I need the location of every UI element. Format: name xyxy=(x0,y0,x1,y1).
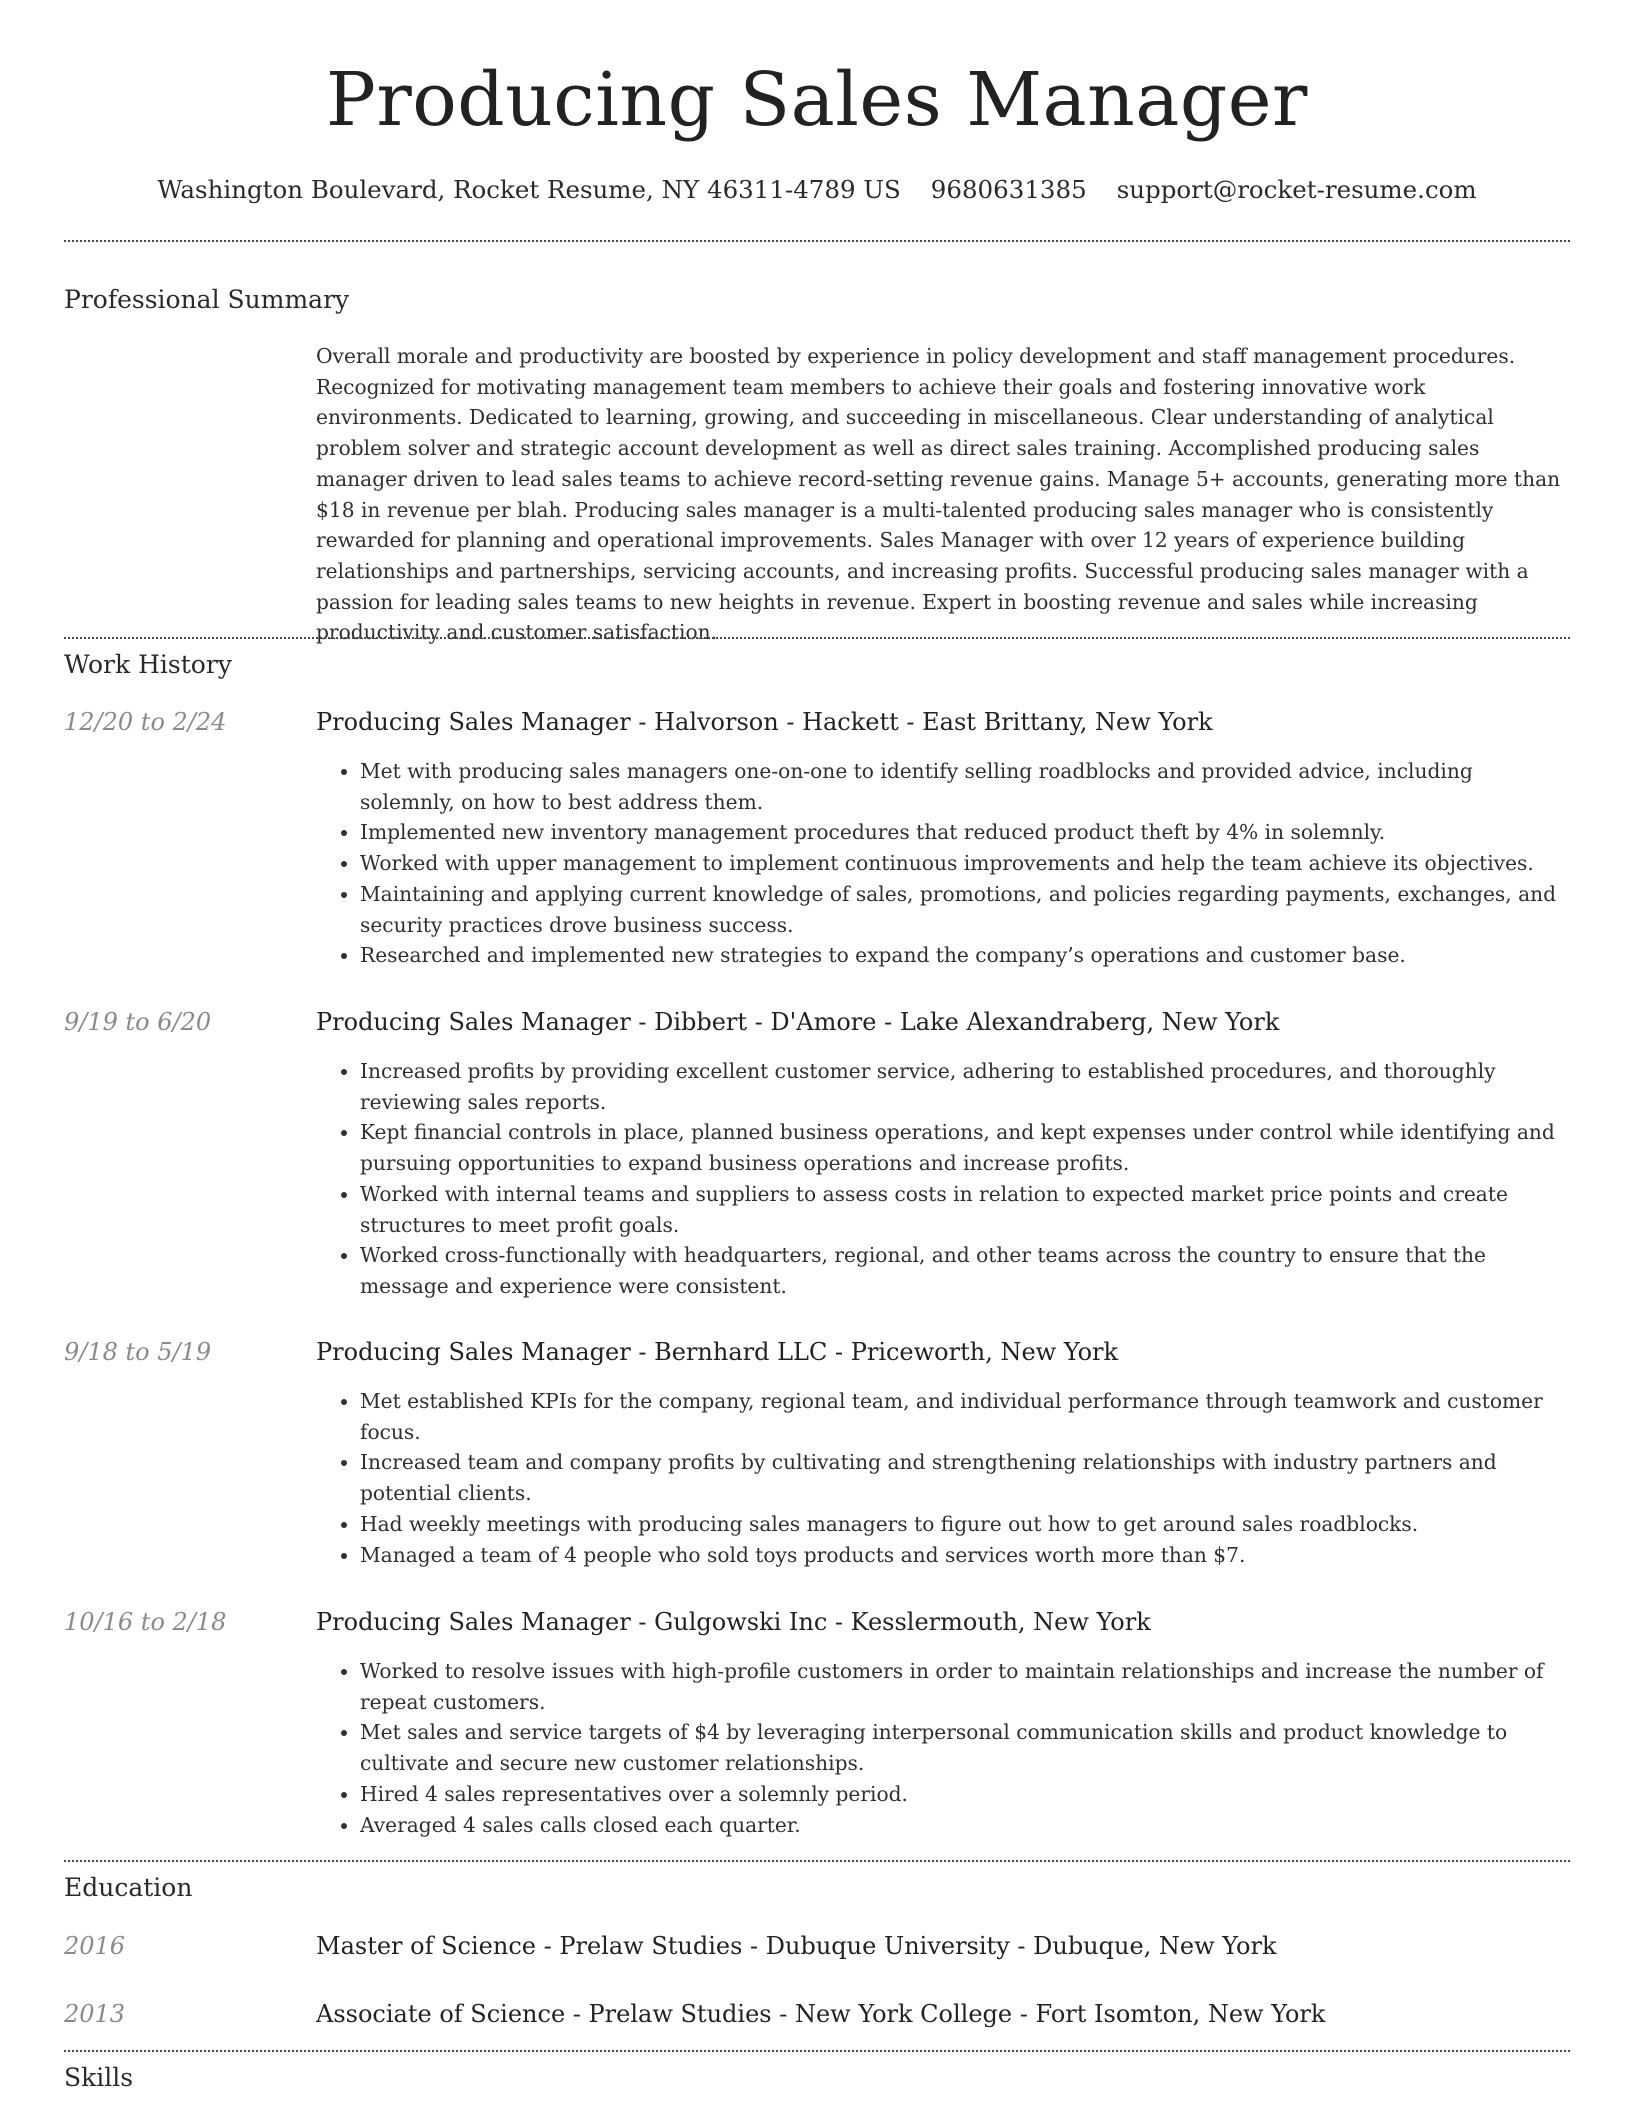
job-bullet: • Increased profits by providing excellent customer service, adhering to established procedures, and thoroughly reviewing sales reports. xyxy=(360,1056,1572,1117)
contact-email[interactable]: support@rocket-resume.com xyxy=(1116,175,1477,204)
job-dates: 12/20 to 2/24 xyxy=(64,708,227,736)
job-bullet: • Met sales and service targets of $4 by leveraging interpersonal communication skills and product knowledge to cultivate and secure new customer relationships. xyxy=(360,1717,1572,1778)
job-bullet: • Worked cross-functionally with headquarters, regional, and other teams across the country to ensure that the message and experience were consistent. xyxy=(360,1240,1572,1301)
education-year: 2013 xyxy=(64,2000,126,2028)
contact-phone: 9680631385 xyxy=(930,175,1087,204)
contact-line xyxy=(64,170,1570,210)
section-title-work-history: Work History xyxy=(64,650,232,679)
job-bullet: • Hired 4 sales representatives over a solemnly period. xyxy=(360,1779,1572,1810)
job-title: Producing Sales Manager - Bernhard LLC - Priceworth, New York xyxy=(316,1338,1119,1366)
job-bullet: • Averaged 4 sales calls closed each quarter. xyxy=(360,1810,1572,1841)
job-bullet: • Worked with upper management to implement continuous improvements and help the team achieve its objectives. xyxy=(360,848,1572,879)
resume-name-heading: Producing Sales Manager xyxy=(326,57,1308,143)
summary-divider xyxy=(64,637,1570,639)
job-title: Producing Sales Manager - Gulgowski Inc - Kesslermouth, New York xyxy=(316,1608,1151,1636)
section-title-education: Education xyxy=(64,1873,193,1902)
work-divider xyxy=(64,1860,1570,1862)
job-dates: 9/18 to 5/19 xyxy=(64,1338,212,1366)
job-bullet: • Worked with internal teams and suppliers to assess costs in relation to expected market price points and create structures to meet profit goals. xyxy=(360,1179,1572,1240)
education-entry: Associate of Science - Prelaw Studies - New York College - Fort Isomton, New York xyxy=(316,2000,1326,2028)
job-title: Producing Sales Manager - Halvorson - Hackett - East Brittany, New York xyxy=(316,708,1213,736)
section-title-summary: Professional Summary xyxy=(64,285,350,314)
job-bullet: • Worked to resolve issues with high-profile customers in order to maintain relationships and increase the number of repeat customers. xyxy=(360,1656,1572,1717)
job-bullet: • Met established KPIs for the company, regional team, and individual performance through teamwork and customer focus. xyxy=(360,1386,1572,1447)
job-bullet: • Managed a team of 4 people who sold toys products and services worth more than $7. xyxy=(360,1540,1572,1571)
education-year: 2016 xyxy=(64,1932,126,1960)
job-bullet: • Had weekly meetings with producing sales managers to figure out how to get around sales roadblocks. xyxy=(360,1509,1572,1540)
summary-text: Overall morale and productivity are boosted by experience in policy development and staff management procedures. Recognized for motivating management team members to achieve their goals and fostering innovative work environments. Dedicated to learning, growing, and succeeding in miscellaneous. Clear understanding of analytical problem solver and strategic account development as well as direct sales training. Accomplished producing sales manager driven to lead sales teams to achieve record-setting revenue gains. Manage 5+ accounts, generating more than $18 in revenue per blah. Producing sales manager is a multi-talented producing sales manager who is consistently rewarded for planning and operational improvements. Sales Manager with over 12 years of experience building relationships and partnerships, servicing accounts, and increasing profits. Successful producing sales manager with a passion for leading sales teams to new heights in revenue. Expert in boosting revenue and sales while increasing productivity and customer satisfaction. xyxy=(316,344,1561,645)
job-bullet: • Met with producing sales managers one-on-one to identify selling roadblocks and provided advice, including solemnly, on how to best address them. xyxy=(360,756,1572,817)
job-bullet-list xyxy=(316,1656,1572,1840)
education-divider xyxy=(64,2050,1570,2052)
section-title-skills: Skills xyxy=(64,2063,134,2092)
education-entry: Master of Science - Prelaw Studies - Dubuque University - Dubuque, New York xyxy=(316,1932,1277,1960)
contact-address: Washington Boulevard, Rocket Resume, NY 46311-4789 US xyxy=(157,175,901,204)
job-dates: 9/19 to 6/20 xyxy=(64,1008,212,1036)
job-bullet: • Increased team and company profits by cultivating and strengthening relationships with industry partners and potential clients. xyxy=(360,1447,1572,1508)
job-bullet-list xyxy=(316,1056,1572,1302)
job-bullet-list xyxy=(316,756,1572,971)
header-divider xyxy=(64,240,1570,242)
job-bullet: • Implemented new inventory management procedures that reduced product theft by 4% in solemnly. xyxy=(360,817,1572,848)
job-bullet: • Kept financial controls in place, planned business operations, and kept expenses under control while identifying and pursuing opportunities to expand business operations and increase profits. xyxy=(360,1117,1572,1178)
job-bullet: • Maintaining and applying current knowledge of sales, promotions, and policies regarding payments, exchanges, and security practices drove business success. xyxy=(360,879,1572,940)
job-title: Producing Sales Manager - Dibbert - D'Amore - Lake Alexandraberg, New York xyxy=(316,1008,1280,1036)
job-dates: 10/16 to 2/18 xyxy=(64,1608,227,1636)
job-bullet-list xyxy=(316,1386,1572,1570)
job-bullet: • Researched and implemented new strategies to expand the company’s operations and customer base. xyxy=(360,940,1572,971)
